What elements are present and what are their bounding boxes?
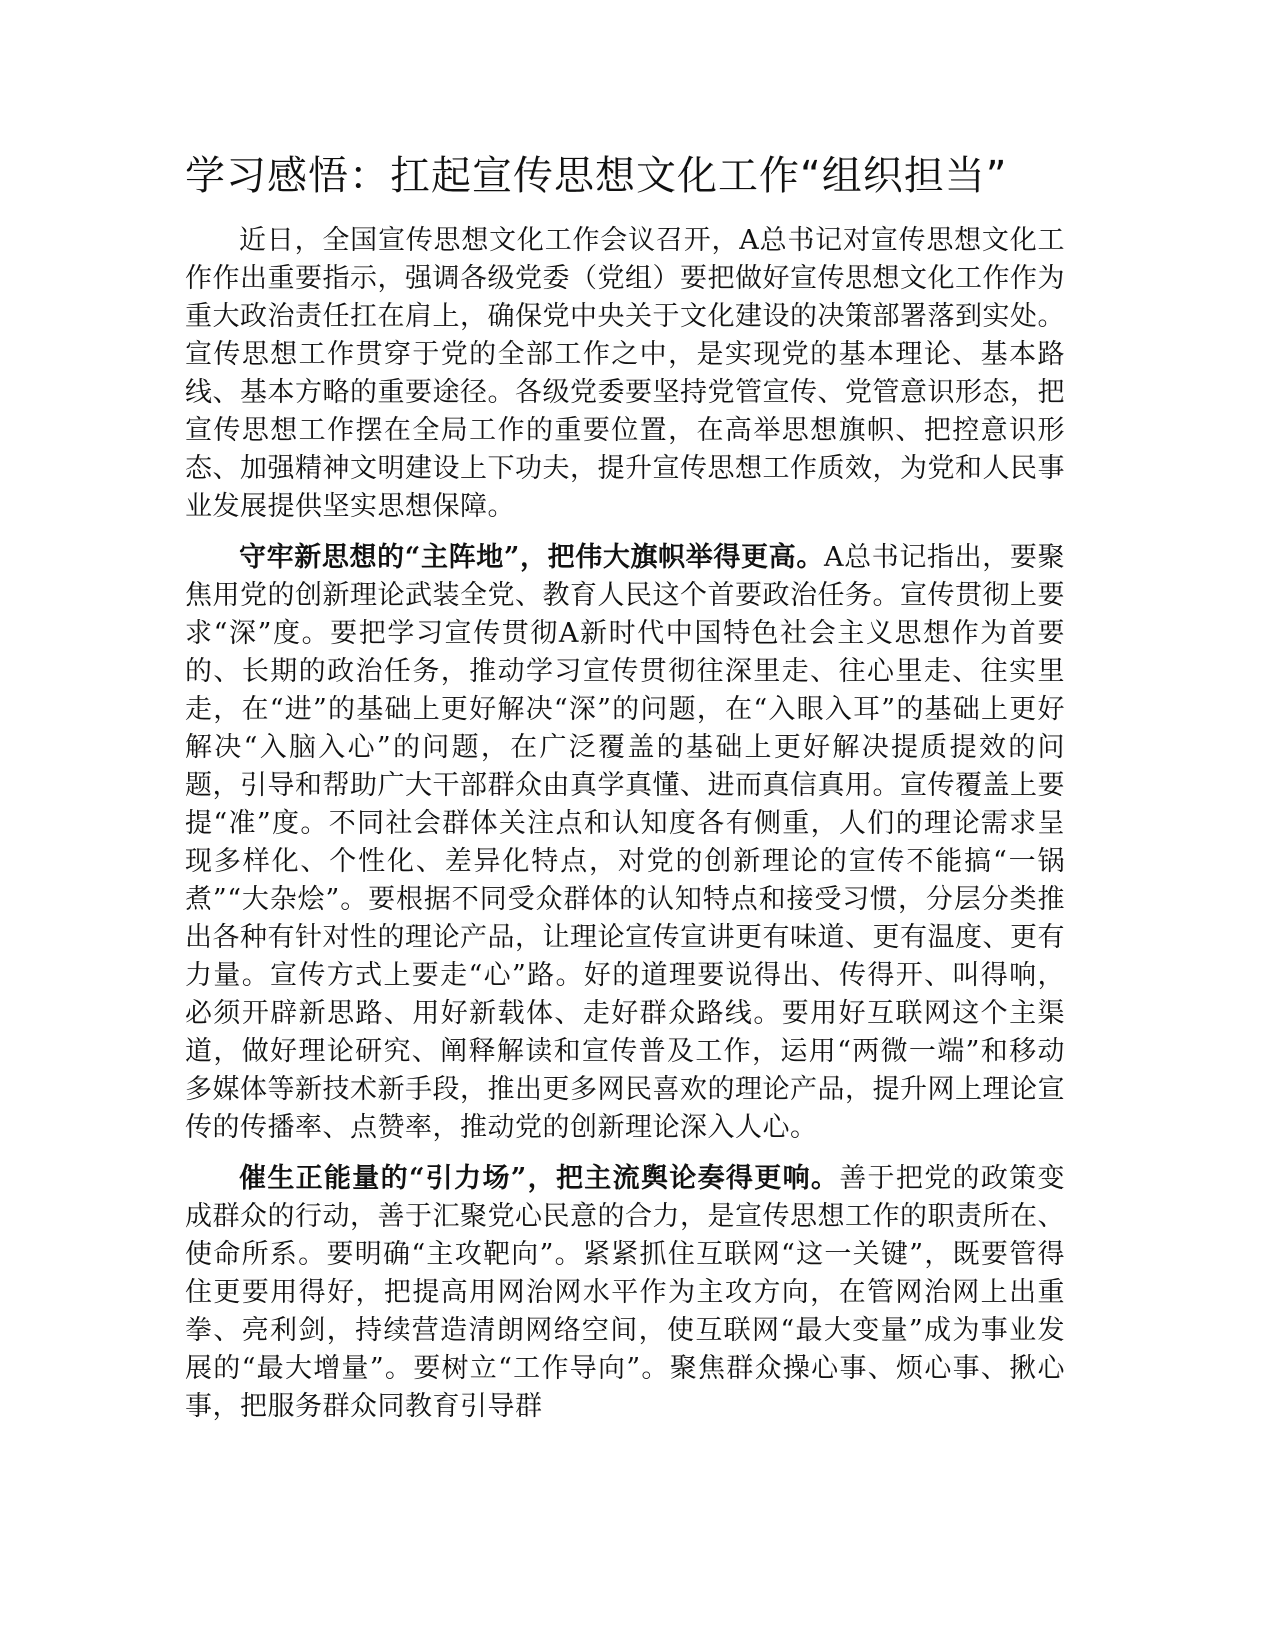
paragraph-lead: 催生正能量的“引力场”，把主流舆论奏得更响。 bbox=[239, 1163, 840, 1194]
paragraph-2 bbox=[185, 539, 1065, 1147]
paragraph-3 bbox=[185, 1160, 1065, 1426]
document-body bbox=[185, 222, 1065, 1439]
paragraph-text: 善于把党的政策变成群众的行动，善于汇聚党心民意的合力，是宣传思想工作的职责所在、使命所系。要明确“主攻靶向”。紧紧抓住互联网“这一关键”，既要管得住更要用得好，把提高用网治网水平作为主攻方向，在管网治网上出重拳、亮利剑，持续营造清朗网络空间，使互联网“最大变量”成为事业发展的“最大增量”。要树立“工作导向”。聚焦群众操心事、烦心事、揪心事，把服务群众同教育引导群 bbox=[185, 1163, 1066, 1422]
paragraph-text: 近日，全国宣传思想文化工作会议召开，A总书记对宣传思想文化工作作出重要指示，强调各级党委（党组）要把做好宣传思想文化工作作为重大政治责任扛在肩上，确保党中央关于文化建设的决策部署落到实处。宣传思想工作贯穿于党的全部工作之中，是实现党的基本理论、基本路线、基本方略的重要途径。各级党委要坚持党管宣传、党管意识形态，把宣传思想工作摆在全局工作的重要位置，在高举思想旗帜、把控意识形态、加强精神文明建设上下功夫，提升宣传思想工作质效，为党和人民事业发展提供坚实思想保障。 bbox=[185, 225, 1065, 522]
paragraph-lead: 守牢新思想的“主阵地”，把伟大旗帜举得更高。 bbox=[239, 542, 824, 573]
paragraph-1 bbox=[185, 222, 1065, 526]
page-title: 学习感悟：扛起宣传思想文化工作“组织担当” bbox=[185, 153, 1008, 199]
paragraph-text: A总书记指出，要聚焦用党的创新理论武装全党、教育人民这个首要政治任务。宣传贯彻上要求“深”度。要把学习宣传贯彻A新时代中国特色社会主义思想作为首要的、长期的政治任务，推动学习宣传贯彻往深里走、往心里走、往实里走，在“进”的基础上更好解决“深”的问题，在“入眼入耳”的基础上更好解决“入脑入心”的问题，在广泛覆盖的基础上更好解决提质提效的问题，引导和帮助广大干部群众由真学真懂、进而真信真用。宣传覆盖上要提“准”度。不同社会群体关注点和认知度各有侧重，人们的理论需求呈现多样化、个性化、差异化特点，对党的创新理论的宣传不能搞“一锅煮”“大杂烩”。要根据不同受众群体的认知特点和接受习惯，分层分类推出各种有针对性的理论产品，让理论宣传宣讲更有味道、更有温度、更有力量。宣传方式上要走“心”路。好的道理要说得出、传得开、叫得响，必须开辟新思路、用好新载体、走好群众路线。要用好互联网这个主渠道，做好理论研究、阐释解读和宣传普及工作，运用“两微一端”和移动多媒体等新技术新手段，推出更多网民喜欢的理论产品，提升网上理论宣传的传播率、点赞率，推动党的创新理论深入人心。 bbox=[185, 542, 1066, 1143]
